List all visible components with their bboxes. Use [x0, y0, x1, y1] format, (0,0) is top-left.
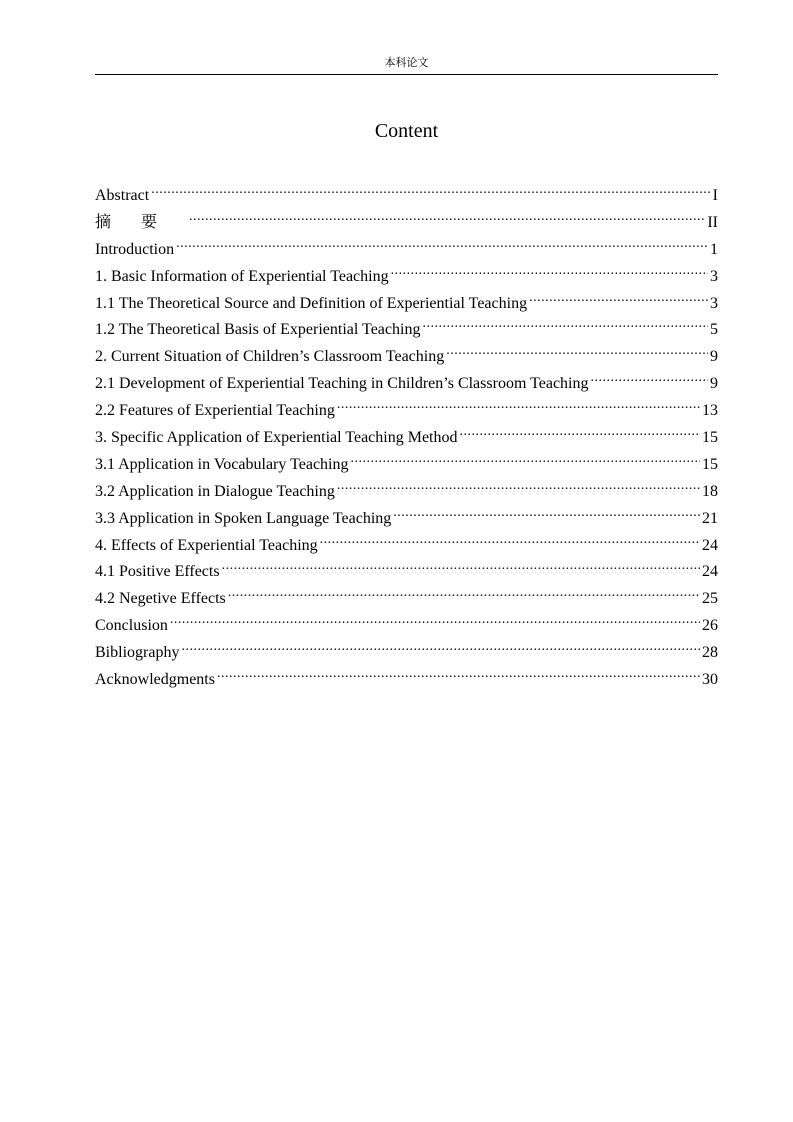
toc-entry-page: I — [712, 187, 718, 204]
toc-entry-page: 26 — [702, 617, 718, 635]
toc-entry-page: 3 — [710, 294, 718, 312]
toc-dot-leader — [151, 176, 710, 200]
toc-entry-label: 3. Specific Application of Experiential Teaching Method — [95, 429, 458, 447]
toc-entry-label: 3.3 Application in Spoken Language Teaching — [95, 509, 392, 527]
toc-entry-label: 2.1 Development of Experiential Teaching in Children’s Classroom Teaching — [95, 375, 589, 393]
toc-entry-page: 15 — [702, 455, 718, 473]
toc-dot-leader — [176, 230, 708, 254]
toc-dot-leader — [391, 257, 708, 281]
toc-entry-page: 30 — [702, 671, 718, 689]
toc-entry-page: 21 — [702, 509, 718, 527]
toc-entry-label: 2.2 Features of Experiential Teaching — [95, 402, 335, 420]
toc-dot-leader — [393, 499, 700, 523]
toc-entry-page: 24 — [702, 563, 718, 581]
toc-dot-leader — [422, 310, 708, 334]
toc-dot-leader — [591, 364, 709, 388]
toc-entry-label: 摘要 — [95, 211, 188, 231]
toc-entry-page: 13 — [702, 402, 718, 420]
toc-entry-label: Abstract — [95, 187, 150, 204]
toc-dot-leader — [337, 472, 700, 496]
toc-entry-label: 4.1 Positive Effects — [95, 563, 220, 581]
toc-entry-label: 3.1 Application in Vocabulary Teaching — [95, 455, 349, 473]
toc-dot-leader — [170, 606, 700, 630]
toc-entry-label-cjk — [95, 210, 187, 234]
toc-entry-page: II — [707, 213, 718, 231]
toc-entry-page: 9 — [710, 348, 718, 366]
toc-entry-page: 3 — [710, 267, 718, 285]
toc-dot-leader — [337, 391, 700, 415]
toc-entry-chapter-1[interactable] — [95, 257, 718, 284]
toc-entry-page: 5 — [710, 321, 718, 339]
toc-entry-label: Conclusion — [95, 617, 168, 635]
toc-entry-introduction[interactable] — [95, 230, 718, 257]
toc-dot-leader — [217, 660, 700, 684]
toc-entry-label: 1.2 The Theoretical Basis of Experiential Teaching — [95, 321, 421, 339]
toc-dot-leader — [529, 284, 708, 308]
toc-entry-page: 1 — [710, 240, 718, 258]
toc-dot-leader — [181, 633, 700, 657]
toc-entry-abstract[interactable] — [95, 176, 718, 203]
toc-entry-conclusion[interactable] — [95, 606, 718, 633]
toc-entry-page: 28 — [702, 644, 718, 662]
toc-entry-acknowledgments[interactable] — [95, 660, 718, 687]
toc-entry-label: 4.2 Negetive Effects — [95, 590, 226, 608]
toc-entry-label: 1.1 The Theoretical Source and Definition of Experiential Teaching — [95, 294, 528, 312]
toc-entry-page: 24 — [702, 536, 718, 554]
toc-dot-leader — [446, 337, 708, 361]
toc-title: Content — [374, 120, 439, 142]
toc-dot-leader — [351, 445, 701, 469]
toc-dot-leader — [189, 203, 705, 227]
toc-entry-label: Introduction — [95, 240, 175, 258]
toc-entry-label: 2. Current Situation of Children’s Classroom Teaching — [95, 348, 445, 366]
toc-entry-page: 15 — [702, 429, 718, 447]
toc-dot-leader — [320, 526, 700, 550]
toc-dot-leader — [228, 579, 700, 603]
toc-entry-label: Acknowledgments — [95, 671, 215, 689]
running-header-title: 本科论文 — [384, 56, 429, 69]
toc-entry-page: 9 — [710, 375, 718, 393]
toc-entry-chinese-abstract[interactable] — [95, 203, 718, 230]
running-header — [95, 56, 718, 75]
toc-entry-page: 18 — [702, 482, 718, 500]
toc-entry-label: 4. Effects of Experiential Teaching — [95, 536, 318, 554]
toc-dot-leader — [459, 418, 700, 442]
toc-entry-page: 25 — [702, 590, 718, 608]
toc-entry-label: 3.2 Application in Dialogue Teaching — [95, 482, 335, 500]
toc-entry-bibliography[interactable] — [95, 633, 718, 660]
toc-entry-label: 1. Basic Information of Experiential Teaching — [95, 267, 389, 285]
table-of-contents — [95, 176, 718, 687]
toc-dot-leader — [222, 552, 700, 576]
toc-entry-label: Bibliography — [95, 644, 180, 662]
